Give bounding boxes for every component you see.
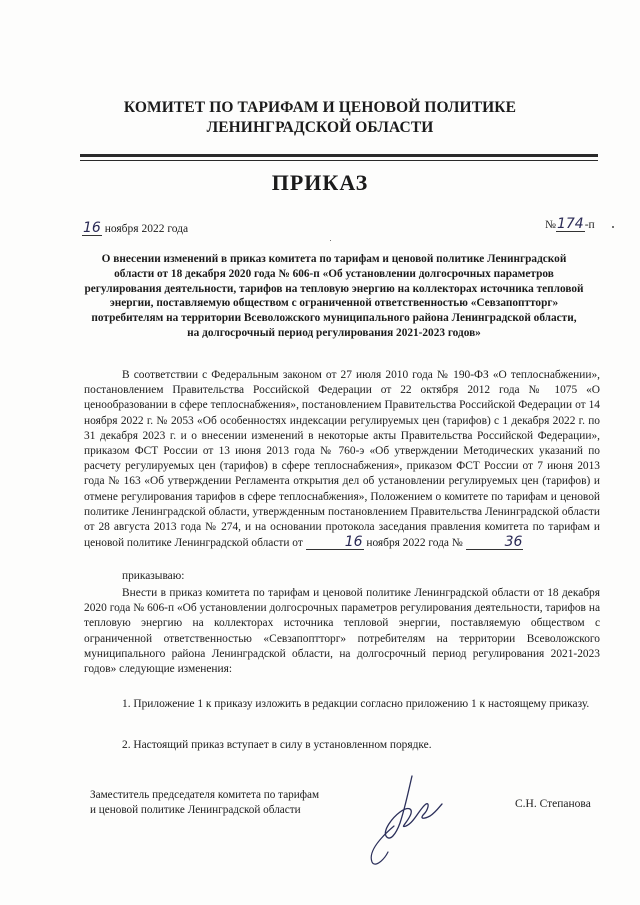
order-item-2: 2. Настоящий приказ вступает в силу в установленном порядке. xyxy=(122,739,432,751)
date-month-year: ноября 2022 года xyxy=(101,223,189,235)
handwritten-order-number: 174 xyxy=(556,216,584,232)
preamble-paragraph xyxy=(84,368,600,551)
scan-speckle xyxy=(330,240,331,241)
handwritten-protocol-day: 16 xyxy=(306,535,364,550)
document-type-title: ПРИКАЗ xyxy=(271,170,369,195)
committee-name-line1: КОМИТЕТ ПО ТАРИФАМ И ЦЕНОВОЙ ПОЛИТИКЕ xyxy=(123,99,517,116)
order-word: приказываю: xyxy=(122,570,185,582)
signatory-name: С.Н. Степанова xyxy=(515,798,591,810)
handwritten-signature xyxy=(350,768,470,878)
header-rule-thick xyxy=(80,154,598,157)
number-suffix: -п xyxy=(584,219,595,231)
signatory-position-line1: Заместитель председателя комитета по тарифам xyxy=(90,789,320,801)
signatory-position-line2: и ценовой политике Ленинградской области xyxy=(90,804,301,816)
order-subject: О внесении изменений в приказ комитета по тарифам и ценовой политике Ленинградской области от 18 декабря 2020 года № 606-п «Об установлении долгосрочных параметров регулирования деятельности, тарифов на тепловую энергию на коллекторах источника тепловой энергии, поставляемую обществом с ограниченной ответственностью «Севзапоптторг» потребителям на территории Всеволожского муниципального района Ленинградской области, на долгосрочный период регулирования 2021-2023 годов» xyxy=(84,253,584,339)
signatory-position xyxy=(90,788,319,818)
committee-header xyxy=(120,98,520,138)
number-sign: № xyxy=(545,219,556,231)
main-paragraph: Внести в приказ комитета по тарифам и ценовой политике Ленинградской области от 18 декабря 2020 года № 606-п «Об установлении долгосрочных параметров регулирования деятельности, тарифов на тепловую энергию на коллекторах источника тепловой энергии, поставляемую обществом с ограниченной ответственностью «Севзапоптторг» потребителям на территории Всеволожского муниципального района Ленинградской области, на долгосрочный период регулирования 2021-2023 годов» следующие изменения: xyxy=(84,587,600,676)
order-number xyxy=(545,217,595,232)
handwritten-day: 16 xyxy=(83,220,101,236)
header-rule-thin xyxy=(80,160,598,161)
order-date xyxy=(82,221,188,236)
protocol-month-year: ноября 2022 года № xyxy=(363,537,466,550)
preamble-text: В соответствии с Федеральным законом от 27 июля 2010 года № 190-ФЗ «О теплоснабжении», постановлением Правительства Российской Федерации от 22 октября 2012 года № 1075 «О ценообразовании в сфере теплоснабжения», постановлением Правительства Российской Федерации от 14 ноября 2022 г. № 2053 «Об особенностях индексации регулируемых цен (тарифов) с 1 декабря 2022 г. по 31 декабря 2023 г. и о внесении изменений в некоторые акты Правительства Российской Федерации», приказом ФСТ России от 13 июня 2013 года № 760-э «Об утверждении Методических указаний по расчету регулируемых цен (тарифов) в сфере теплоснабжения», приказом ФСТ России от 7 июня 2013 года № 163 «Об утверждении Регламента открытия дел об установлении регулируемых цен (тарифов) и отмене регулирования тарифов в сфере теплоснабжения», Положением о комитете по тарифам и ценовой политике Ленинградской области, утвержденным постановлением Правительства Ленинградской области от 28 августа 2013 года № 274, и на основании протокола заседания правления комитета по тарифам и ценовой политике Ленинградской области от xyxy=(84,369,600,550)
handwritten-protocol-number: 36 xyxy=(466,535,524,550)
scan-speckle xyxy=(612,226,614,228)
order-item-1: 1. Приложение 1 к приказу изложить в редакции согласно приложению 1 к настоящему приказу. xyxy=(122,698,590,710)
committee-name-line2: ЛЕНИНГРАДСКОЙ ОБЛАСТИ xyxy=(206,119,434,136)
